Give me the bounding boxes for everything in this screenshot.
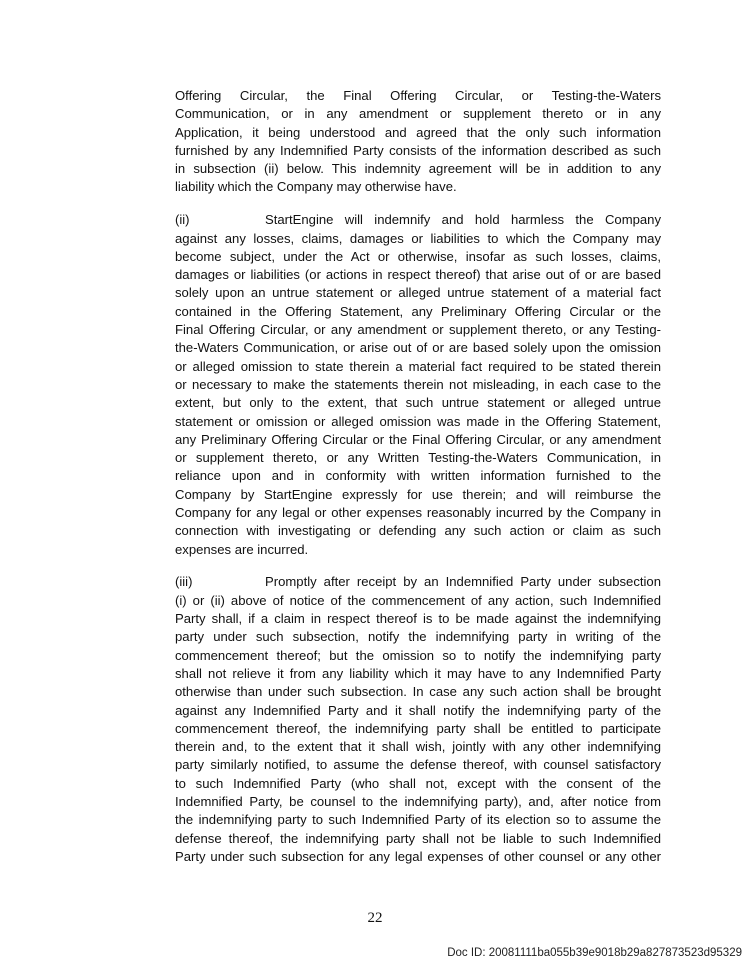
text-line: in subsection (ii) below. This indemnity agreement will be in addition to any: [175, 161, 661, 177]
text-line: connection with investigating or defending any such action or claim as such: [175, 523, 661, 539]
text-line: commencement thereof; but the omission so to notify the indemnifying party: [175, 647, 661, 663]
line-text: Promptly after receipt by an Indemnified Party under subsection: [265, 574, 661, 590]
subsection-label: (ii): [175, 212, 190, 228]
doc-id: Doc ID: 20081111ba055b39e9018b29a827873523d95329: [447, 947, 742, 959]
text-line: [175, 211, 661, 229]
text-line: Final Offering Circular, or any amendment or supplement thereto, or any Testing-: [175, 322, 661, 338]
text-line: furnished by any Indemnified Party consists of the information described as such: [175, 142, 661, 158]
text-line: statement or omission or alleged omission was made in the Offering Statement,: [175, 413, 661, 429]
text-line: reliance upon and in conformity with written information furnished to the: [175, 468, 661, 484]
subsection-label: (iii): [175, 574, 193, 590]
paragraph: [175, 573, 661, 866]
paragraph: [175, 87, 661, 197]
text-line: Communication, or in any amendment or supplement thereto or in any: [175, 106, 661, 122]
text-line: contained in the Offering Statement, any Preliminary Offering Circular or the: [175, 303, 661, 319]
text-line: any Preliminary Offering Circular or the Final Offering Circular, or any amendment: [175, 431, 661, 447]
paragraph: [175, 211, 661, 559]
text-line: the-Waters Communication, or arise out of or are based solely upon the omission: [175, 340, 661, 356]
text-line: [175, 573, 661, 591]
text-line: or necessary to make the statements therein not misleading, in each case to the: [175, 376, 661, 392]
page-number: 22: [367, 910, 383, 926]
text-line: become subject, under the Act or otherwise, insofar as such losses, claims,: [175, 248, 661, 264]
document-body: [175, 87, 661, 881]
text-line: expenses are incurred.: [175, 541, 309, 557]
text-line: Application, it being understood and agreed that the only such information: [175, 124, 661, 140]
text-line: therein and, to the extent that it shall wish, jointly with any other indemnifying: [175, 739, 661, 755]
text-line: Party shall, if a claim in respect thereof is to be made against the indemnifying: [175, 611, 661, 627]
text-line: otherwise than under such subsection. In case any such action shall be brought: [175, 684, 661, 700]
text-line: party similarly notified, to assume the defense thereof, with counsel satisfactory: [175, 757, 661, 773]
text-line: Indemnified Party, be counsel to the indemnifying party), and, after notice from: [175, 793, 661, 809]
text-line: damages or liabilities (or actions in respect thereof) that arise out of or are based: [175, 267, 661, 283]
text-line: Company for any legal or other expenses reasonably incurred by the Company in: [175, 505, 661, 521]
text-line: extent, but only to the extent, that such untrue statement or alleged untrue: [175, 395, 661, 411]
text-line: shall not relieve it from any liability which it may have to any Indemnified Party: [175, 665, 661, 681]
text-line: liability which the Company may otherwise have.: [175, 179, 457, 195]
text-line: the indemnifying party to such Indemnified Party of its election so to assume the: [175, 812, 661, 828]
text-line: or alleged omission to state therein a material fact required to be stated therein: [175, 358, 661, 374]
text-line: (i) or (ii) above of notice of the commencement of any action, such Indemnified: [175, 592, 661, 608]
text-line: party under such subsection, notify the indemnifying party in writing of the: [175, 629, 661, 645]
text-line: Offering Circular, the Final Offering Circular, or Testing-the-Waters: [175, 88, 661, 103]
text-line: Company by StartEngine expressly for use therein; and will reimburse the: [175, 486, 661, 502]
line-text: StartEngine will indemnify and hold harmless the Company: [265, 212, 661, 228]
text-line: or supplement thereto, or any Written Testing-the-Waters Communication, in: [175, 450, 661, 466]
text-line: against any Indemnified Party and it shall notify the indemnifying party of the: [175, 702, 661, 718]
text-line: solely upon an untrue statement or alleged untrue statement of a material fact: [175, 285, 661, 301]
text-line: to such Indemnified Party (who shall not, except with the consent of the: [175, 775, 661, 791]
text-line: commencement thereof, the indemnifying party shall be entitled to participate: [175, 720, 661, 736]
text-line: against any losses, claims, damages or liabilities to which the Company may: [175, 230, 661, 246]
text-line: Party under such subsection for any legal expenses of other counsel or any other: [175, 848, 661, 864]
text-line: defense thereof, the indemnifying party shall not be liable to such Indemnified: [175, 830, 661, 846]
